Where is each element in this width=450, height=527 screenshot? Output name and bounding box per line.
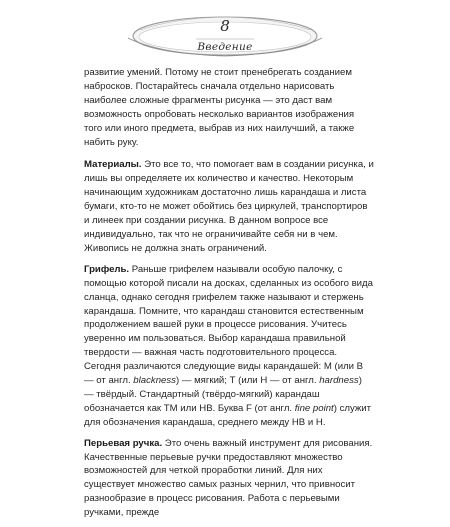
term-fountain-pen: Перьевая ручка. — [84, 437, 163, 449]
chapter-title: Введение — [197, 41, 253, 53]
paragraph-materials — [84, 158, 374, 255]
paragraph-fountain-pen — [84, 437, 374, 520]
paragraph-graphite — [84, 263, 374, 430]
paragraph-intro-continuation — [84, 66, 374, 149]
paragraph-text: Раньше грифелем называли особую палочку, с помощью которой писали на досках, сделанных из особого вида сланца, однако сегодня грифелем также называют и стержень карандаша. Помните, что карандаш становится естественным продолжением вашей руки в процессе рисования. Учитесь уверенно им пользоваться. Выбор карандаша правильной твердости — важная часть подготовительного процесса. Сегодня различаются следующие виды карандашей: М (или В — от англ. — [84, 263, 373, 387]
page-body — [84, 66, 374, 527]
paragraph-text: Это все то, что помогает вам в создании рисунка, и лишь вы определяете их количество и качество. Некоторым начинающим художникам достаточно лишь карандаша и листа бумаги, кто-то не может обойтись без циркулей, транспортиров и линеек при создании рисунка. В данном вопросе все индивидуально, так что не ограничивайте себя ни в чем. Живопись не должна знать ограничений. — [84, 159, 374, 254]
paragraph-text: ) служит для обозначения карандаша, среднего между НВ и Н. — [84, 402, 372, 428]
page-number: 8 — [220, 17, 230, 35]
english-term-blackness: blackness — [133, 375, 176, 387]
page-header — [0, 8, 450, 68]
paragraph-text: Это очень важный инструмент для рисования. Качественные перьевые ручки предоставляют множество возможностей для четкой проработки линий. Для них существует множество самых разных чернил, что привносит разнообразие в процесс рисования. Работа с перьевыми ручками, прежде — [84, 437, 373, 519]
english-term-hardness: hardness — [319, 375, 359, 387]
paragraph-text: ) — твёрдый. Стандартный (твёрдо-мягкий) карандаш обозначается как ТМ или НВ. Буква F (от англ. — [84, 375, 362, 414]
term-materials: Материалы. — [84, 159, 142, 171]
term-graphite: Грифель. — [84, 263, 130, 275]
english-term-fine-point: fine point — [294, 402, 334, 414]
paragraph-text: развитие умений. Потому не стоит пренебрегать созданием набросков. Постарайтесь сначала отдельно нарисовать наиболее сложные фрагменты рисунка — это даст вам возможность опробовать несколько вариантов изображения того или иного предмета, выбрав из них наилучший, а также набить руку. — [84, 67, 355, 148]
paragraph-text: ) — мягкий; Т (или Н — от англ. — [175, 375, 320, 387]
